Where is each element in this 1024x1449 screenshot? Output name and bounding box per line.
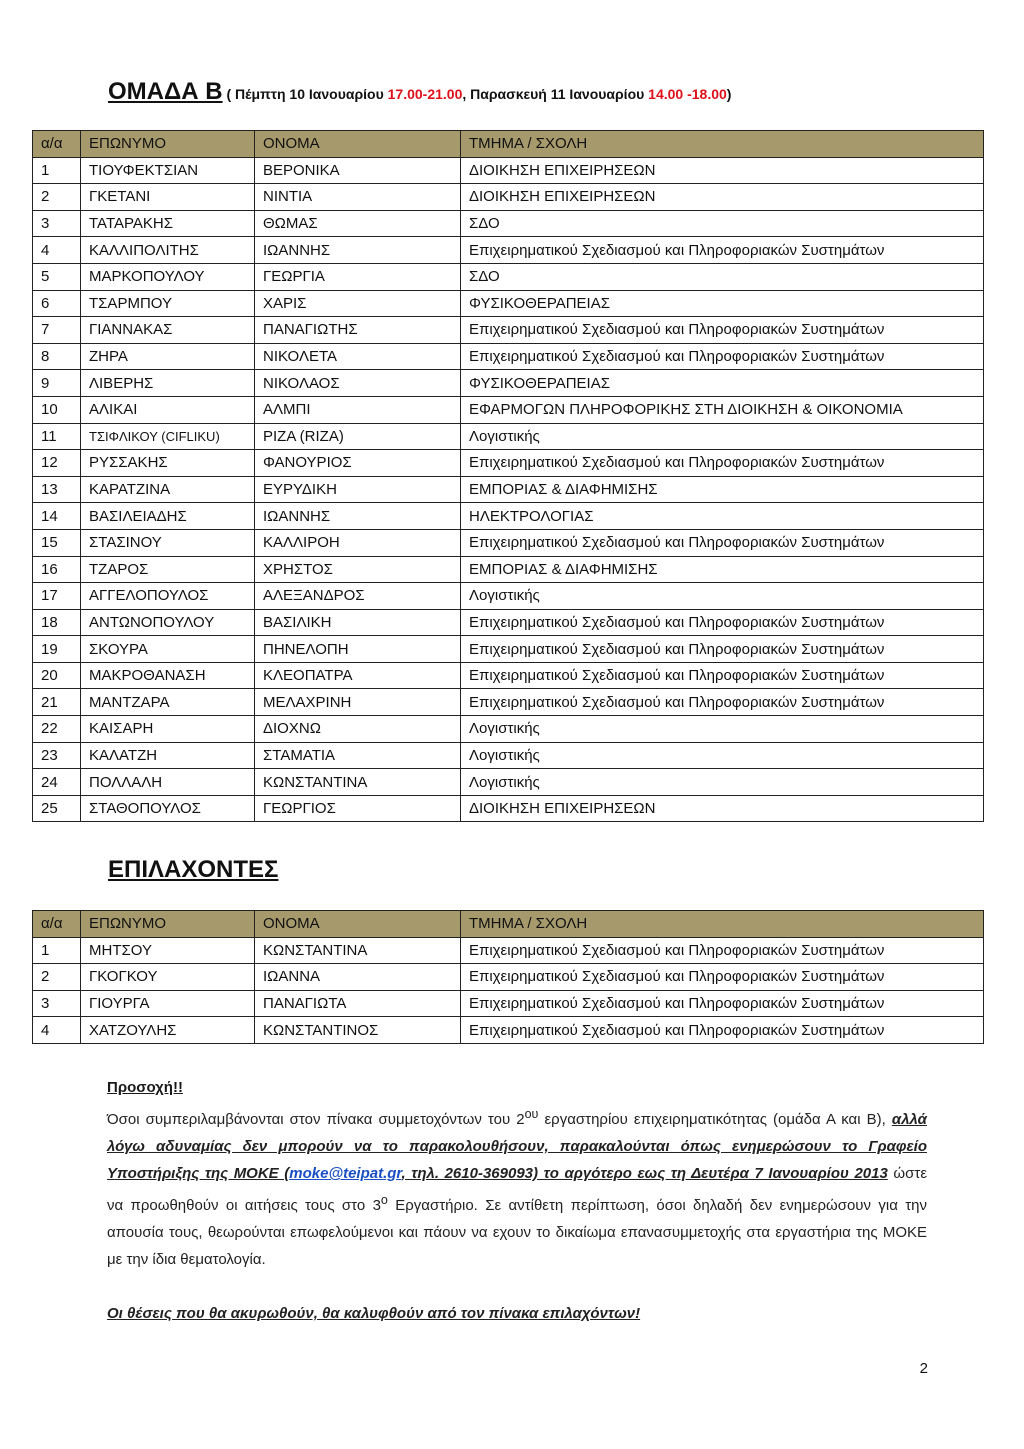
name-cell: ΓΕΩΡΓΙΑ — [255, 263, 461, 290]
name-cell: ΚΑΛΛΙΡΟΗ — [255, 529, 461, 556]
column-header-name: ΟΝΟΜΑ — [255, 911, 461, 938]
surname-cell: ΜΗΤΣΟΥ — [81, 937, 255, 964]
row-number: 17 — [33, 583, 81, 610]
department-cell: ΕΜΠΟΡΙΑΣ & ΔΙΑΦΗΜΙΣΗΣ — [461, 476, 984, 503]
row-number: 19 — [33, 636, 81, 663]
row-number: 22 — [33, 716, 81, 743]
row-number: 18 — [33, 609, 81, 636]
name-cell: ΑΛΜΠΙ — [255, 396, 461, 423]
department-cell: ΕΜΠΟΡΙΑΣ & ΔΙΑΦΗΜΙΣΗΣ — [461, 556, 984, 583]
substitutes-table — [32, 910, 984, 1044]
department-cell: ΦΥΣΙΚΟΘΕΡΑΠΕΙΑΣ — [461, 290, 984, 317]
department-cell: Επιχειρηματικού Σχεδιασμού και Πληροφοριακών Συστημάτων — [461, 662, 984, 689]
surname-cell: ΒΑΣΙΛΕΙΑΔΗΣ — [81, 503, 255, 530]
row-number: 6 — [33, 290, 81, 317]
name-cell: ΝΙΚΟΛΕΤΑ — [255, 343, 461, 370]
name-cell: ΝΙΚΟΛΑΟΣ — [255, 370, 461, 397]
notice-sup-2: ο — [380, 1193, 388, 1207]
name-cell: ΚΩΝΣΤΑΝΤΙΝΟΣ — [255, 1017, 461, 1044]
department-cell: ΔΙΟΙΚΗΣΗ ΕΠΙΧΕΙΡΗΣΕΩΝ — [461, 157, 984, 184]
notice-paragraph — [107, 1101, 927, 1273]
schedule-open: ( Πέμπτη 10 Ιανουαρίου — [222, 86, 388, 102]
substitutes-heading: ΕΠΙΛΑΧΟΝΤΕΣ — [108, 856, 279, 883]
row-number: 2 — [33, 184, 81, 211]
surname-cell: ΓΚΟΓΚΟΥ — [81, 964, 255, 991]
notice-email-link[interactable]: moke@teipat.gr — [289, 1165, 402, 1182]
notice-final-line: Οι θέσεις που θα ακυρωθούν, θα καλυφθούν από τον πίνακα επιλαχόντων! — [107, 1305, 641, 1322]
name-cell: ΘΩΜΑΣ — [255, 210, 461, 237]
department-cell: Επιχειρηματικού Σχεδιασμού και Πληροφοριακών Συστημάτων — [461, 317, 984, 344]
surname-cell: ΡΥΣΣΑΚΗΣ — [81, 450, 255, 477]
column-header-department: ΤΜΗΜΑ / ΣΧΟΛΗ — [461, 911, 984, 938]
surname-cell: ΧΑΤΖΟΥΛΗΣ — [81, 1017, 255, 1044]
name-cell: ΜΕΛΑΧΡΙΝΗ — [255, 689, 461, 716]
table-row — [33, 263, 984, 290]
department-cell: Επιχειρηματικού Σχεδιασμού και Πληροφοριακών Συστημάτων — [461, 636, 984, 663]
department-cell: Επιχειρηματικού Σχεδιασμού και Πληροφοριακών Συστημάτων — [461, 990, 984, 1017]
table-row — [33, 396, 984, 423]
row-number: 4 — [33, 237, 81, 264]
surname-cell: ΚΑΡΑΤΖΙΝΑ — [81, 476, 255, 503]
surname-cell: ΤΙΟΥΦΕΚΤΣΙΑΝ — [81, 157, 255, 184]
column-header-aa: α/α — [33, 131, 81, 158]
table-row — [33, 662, 984, 689]
row-number: 3 — [33, 210, 81, 237]
department-cell: ΦΥΣΙΚΟΘΕΡΑΠΕΙΑΣ — [461, 370, 984, 397]
department-cell: ΔΙΟΙΚΗΣΗ ΕΠΙΧΕΙΡΗΣΕΩΝ — [461, 184, 984, 211]
name-cell: ΚΛΕΟΠΑΤΡΑ — [255, 662, 461, 689]
name-cell: ΠΑΝΑΓΙΩΤΗΣ — [255, 317, 461, 344]
department-cell: Επιχειρηματικού Σχεδιασμού και Πληροφοριακών Συστημάτων — [461, 964, 984, 991]
row-number: 13 — [33, 476, 81, 503]
surname-cell: ΑΛΙΚΑΙ — [81, 396, 255, 423]
table-row — [33, 716, 984, 743]
table-row — [33, 184, 984, 211]
name-cell: ΑΛΕΞΑΝΔΡΟΣ — [255, 583, 461, 610]
row-number: 8 — [33, 343, 81, 370]
department-cell: Επιχειρηματικού Σχεδιασμού και Πληροφοριακών Συστημάτων — [461, 609, 984, 636]
schedule-close: ) — [726, 86, 732, 102]
surname-cell: ΣΚΟΥΡΑ — [81, 636, 255, 663]
schedule-mid: , Παρασκευή 11 Ιανουαρίου — [462, 86, 649, 102]
notice-title: Προσοχή!! — [107, 1079, 183, 1096]
surname-cell: ΑΓΓΕΛΟΠΟΥΛΟΣ — [81, 583, 255, 610]
table-row — [33, 636, 984, 663]
surname-cell: ΓΚΕΤΑΝΙ — [81, 184, 255, 211]
department-cell: Επιχειρηματικού Σχεδιασμού και Πληροφοριακών Συστημάτων — [461, 529, 984, 556]
table-row — [33, 583, 984, 610]
notice-text-4: Εργαστήριο. Σε αντίθετη περίπτωση, όσοι δηλαδή δεν ενημερώσουν για την απουσία τους, θεωρούνται επωφελούμενοι και πάουν να εχουν το δικαίωμα επανασυμμετοχής στα εργαστήρια της ΜΟΚΕ με την ίδια θεματολογία. — [107, 1197, 928, 1268]
row-number: 1 — [33, 937, 81, 964]
name-cell: ΠΗΝΕΛΟΠΗ — [255, 636, 461, 663]
surname-cell: ΚΑΛΛΙΠΟΛΙΤΗΣ — [81, 237, 255, 264]
page-heading — [108, 78, 731, 106]
group-title: ΟΜΑΔΑ Β — [108, 78, 223, 105]
department-cell: Λογιστικής — [461, 742, 984, 769]
row-number: 25 — [33, 795, 81, 822]
notice-block — [107, 1074, 927, 1327]
column-header-name: ΟΝΟΜΑ — [255, 131, 461, 158]
table-row — [33, 1017, 984, 1044]
name-cell: ΠΑΝΑΓΙΩΤΑ — [255, 990, 461, 1017]
surname-cell: ΜΑΝΤΖΑΡΑ — [81, 689, 255, 716]
row-number: 7 — [33, 317, 81, 344]
participants-body — [33, 157, 984, 822]
name-cell: ΕΥΡΥΔΙΚΗ — [255, 476, 461, 503]
table-header-row — [33, 911, 984, 938]
name-cell: ΝΙΝΤΙΑ — [255, 184, 461, 211]
table-row — [33, 343, 984, 370]
row-number: 2 — [33, 964, 81, 991]
department-cell: ΣΔΟ — [461, 210, 984, 237]
department-cell: ΔΙΟΙΚΗΣΗ ΕΠΙΧΕΙΡΗΣΕΩΝ — [461, 795, 984, 822]
row-number: 14 — [33, 503, 81, 530]
notice-emphasis-2: , τηλ. 2610-369093) το αργότερο εως τη Δευτέρα 7 Ιανουαρίου 2013 — [401, 1165, 888, 1182]
notice-text-2: εργαστηρίου επιχειρηματικότητας (ομάδα Α και Β), — [538, 1111, 892, 1128]
table-row — [33, 450, 984, 477]
surname-cell: ΖΗΡΑ — [81, 343, 255, 370]
surname-cell: ΣΤΑΘΟΠΟΥΛΟΣ — [81, 795, 255, 822]
row-number: 20 — [33, 662, 81, 689]
table-row — [33, 210, 984, 237]
substitutes-body — [33, 937, 984, 1043]
table-row — [33, 609, 984, 636]
surname-cell: ΓΙΟΥΡΓΑ — [81, 990, 255, 1017]
row-number: 12 — [33, 450, 81, 477]
surname-cell: ΤΣΙΦΛΙΚΟΥ (CIFLIKU) — [81, 423, 255, 450]
row-number: 1 — [33, 157, 81, 184]
table-row — [33, 476, 984, 503]
table-row — [33, 689, 984, 716]
department-cell: Λογιστικής — [461, 583, 984, 610]
surname-cell: ΚΑΛΑΤΖΗ — [81, 742, 255, 769]
row-number: 9 — [33, 370, 81, 397]
row-number: 3 — [33, 990, 81, 1017]
table-row — [33, 556, 984, 583]
table-row — [33, 157, 984, 184]
name-cell: ΚΩΝΣΤΑΝΤΙΝΑ — [255, 937, 461, 964]
schedule-time-2: 14.00 -18.00 — [648, 86, 727, 102]
name-cell: ΦΑΝΟΥΡΙΟΣ — [255, 450, 461, 477]
notice-sup-1: ου — [524, 1107, 539, 1121]
column-header-department: ΤΜΗΜΑ / ΣΧΟΛΗ — [461, 131, 984, 158]
department-cell: ΕΦΑΡΜΟΓΩΝ ΠΛΗΡΟΦΟΡΙΚΗΣ ΣΤΗ ΔΙΟΙΚΗΣΗ & ΟΙΚΟΝΟΜΙΑ — [461, 396, 984, 423]
surname-cell: ΤΣΑΡΜΠΟΥ — [81, 290, 255, 317]
name-cell: ΙΩΑΝΝΗΣ — [255, 503, 461, 530]
name-cell: ΒΑΣΙΛΙΚΗ — [255, 609, 461, 636]
name-cell: ΔΙΟΧΝΩ — [255, 716, 461, 743]
row-number: 10 — [33, 396, 81, 423]
department-cell: Λογιστικής — [461, 769, 984, 796]
surname-cell: ΤΖΑΡΟΣ — [81, 556, 255, 583]
table-row — [33, 742, 984, 769]
row-number: 5 — [33, 263, 81, 290]
schedule-time-1: 17.00-21.00 — [387, 86, 463, 102]
table-row — [33, 370, 984, 397]
table-header-row — [33, 131, 984, 158]
name-cell: ΒΕΡΟΝΙΚΑ — [255, 157, 461, 184]
name-cell: ΚΩΝΣΤΑΝΤΙΝΑ — [255, 769, 461, 796]
row-number: 4 — [33, 1017, 81, 1044]
table-row — [33, 529, 984, 556]
department-cell: ΗΛΕΚΤΡΟΛΟΓΙΑΣ — [461, 503, 984, 530]
department-cell: Λογιστικής — [461, 716, 984, 743]
name-cell: ΡΙΖΑ (RIZA) — [255, 423, 461, 450]
table-row — [33, 317, 984, 344]
department-cell: Επιχειρηματικού Σχεδιασμού και Πληροφοριακών Συστημάτων — [461, 343, 984, 370]
table-row — [33, 795, 984, 822]
surname-cell: ΚΑΙΣΑΡΗ — [81, 716, 255, 743]
surname-cell: ΠΟΛΛΑΛΗ — [81, 769, 255, 796]
participants-table — [32, 130, 984, 822]
row-number: 21 — [33, 689, 81, 716]
table-row — [33, 769, 984, 796]
table-row — [33, 237, 984, 264]
surname-cell: ΛΙΒΕΡΗΣ — [81, 370, 255, 397]
department-cell: Επιχειρηματικού Σχεδιασμού και Πληροφοριακών Συστημάτων — [461, 1017, 984, 1044]
department-cell: Επιχειρηματικού Σχεδιασμού και Πληροφοριακών Συστημάτων — [461, 689, 984, 716]
surname-cell: ΤΑΤΑΡΑΚΗΣ — [81, 210, 255, 237]
surname-cell: ΓΙΑΝΝΑΚΑΣ — [81, 317, 255, 344]
page-number: 2 — [919, 1360, 928, 1377]
table-row — [33, 964, 984, 991]
surname-cell: ΜΑΡΚΟΠΟΥΛΟΥ — [81, 263, 255, 290]
column-header-surname: ΕΠΩΝΥΜΟ — [81, 131, 255, 158]
row-number: 11 — [33, 423, 81, 450]
surname-cell: ΑΝΤΩΝΟΠΟΥΛΟΥ — [81, 609, 255, 636]
notice-text-1: Όσοι συμπεριλαμβάνονται στον πίνακα συμμετοχόντων του 2 — [107, 1111, 525, 1128]
column-header-surname: ΕΠΩΝΥΜΟ — [81, 911, 255, 938]
row-number: 15 — [33, 529, 81, 556]
notice-emphasis-1: αλλά λόγω αδυναμίας δεν μπορούν να το παρακολουθήσουν, παρακαλούνται όπως ενημερώσουν το Γραφείο Υποστήριξης της ΜΟΚΕ ( — [107, 1111, 927, 1182]
department-cell: Λογιστικής — [461, 423, 984, 450]
column-header-aa: α/α — [33, 911, 81, 938]
department-cell: Επιχειρηματικού Σχεδιασμού και Πληροφοριακών Συστημάτων — [461, 937, 984, 964]
name-cell: ΓΕΩΡΓΙΟΣ — [255, 795, 461, 822]
name-cell: ΙΩΑΝΝΑ — [255, 964, 461, 991]
table-row — [33, 290, 984, 317]
surname-cell: ΣΤΑΣΙΝΟΥ — [81, 529, 255, 556]
notice-text-3: ώστε να προωθηθούν οι αιτήσεις τους στο 3 — [107, 1165, 928, 1214]
name-cell: ΧΡΗΣΤΟΣ — [255, 556, 461, 583]
row-number: 24 — [33, 769, 81, 796]
name-cell: ΙΩΑΝΝΗΣ — [255, 237, 461, 264]
table-row — [33, 503, 984, 530]
table-row — [33, 990, 984, 1017]
department-cell: Επιχειρηματικού Σχεδιασμού και Πληροφοριακών Συστημάτων — [461, 237, 984, 264]
row-number: 23 — [33, 742, 81, 769]
department-cell: ΣΔΟ — [461, 263, 984, 290]
table-row — [33, 423, 984, 450]
table-row — [33, 937, 984, 964]
name-cell: ΧΑΡΙΣ — [255, 290, 461, 317]
department-cell: Επιχειρηματικού Σχεδιασμού και Πληροφοριακών Συστημάτων — [461, 450, 984, 477]
row-number: 16 — [33, 556, 81, 583]
surname-cell: ΜΑΚΡΟΘΑΝΑΣΗ — [81, 662, 255, 689]
name-cell: ΣΤΑΜΑΤΙΑ — [255, 742, 461, 769]
